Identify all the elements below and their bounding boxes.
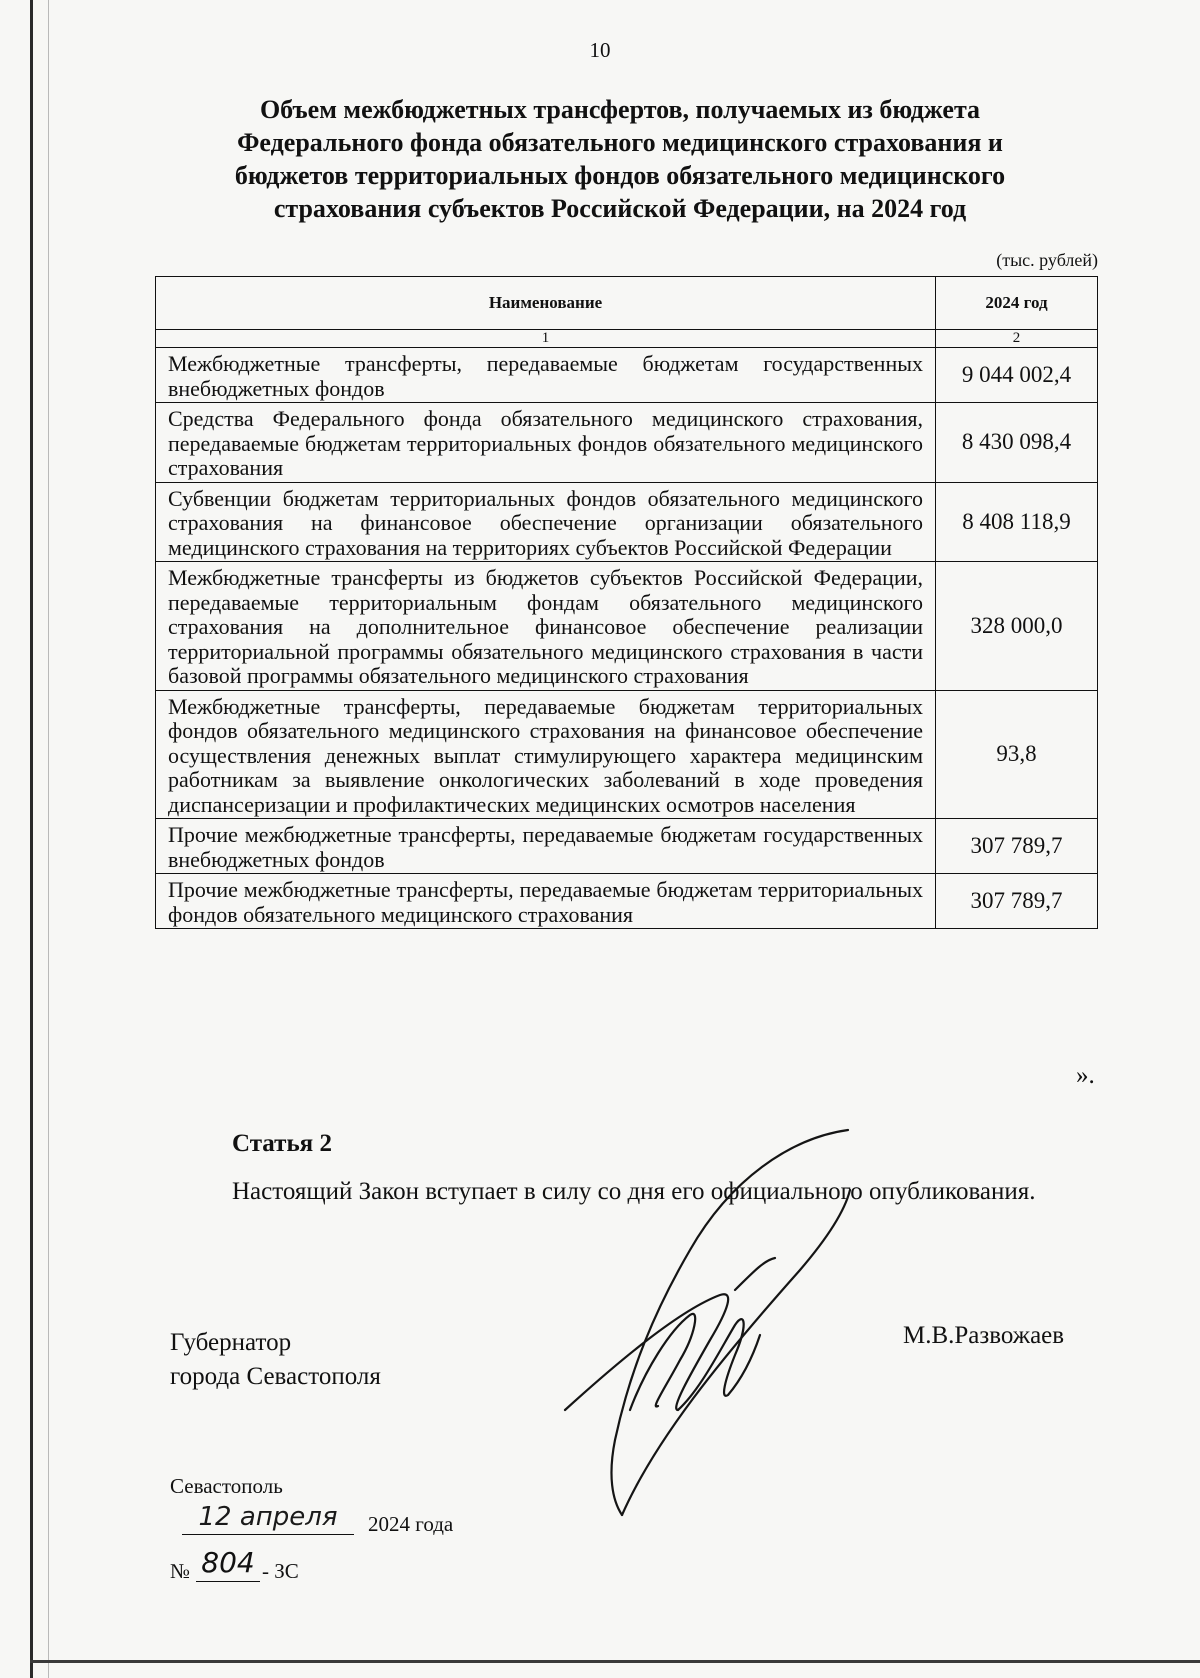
page-number: 10 (589, 38, 611, 62)
row-value: 328 000,0 (936, 562, 1098, 691)
number-suffix: - ЗС (262, 1559, 299, 1583)
table-row (156, 562, 1098, 691)
column-header-name: Наименование (156, 277, 936, 330)
row-value: 93,8 (936, 690, 1098, 819)
title-line: Объем межбюджетных трансфертов, получаемых из бюджета (259, 95, 981, 124)
article-heading: Статья 2 (232, 1130, 332, 1157)
signer-title-line: города Севастополя (170, 1363, 381, 1390)
column-number-row (156, 330, 1098, 348)
place-label: Севастополь (170, 1474, 283, 1498)
date-line (170, 1500, 490, 1540)
article-text: Настоящий Закон вступает в силу со дня его официального опубликования. (232, 1178, 1036, 1205)
row-value: 8 408 118,9 (936, 482, 1098, 562)
row-name: Прочие межбюджетные трансферты, передаваемые бюджетам государственных внебюджетных фондов (156, 819, 936, 874)
column-number: 1 (156, 330, 936, 348)
scan-edge-shadow (48, 0, 49, 1678)
table-row (156, 482, 1098, 562)
table-row (156, 690, 1098, 819)
handwritten-signature (560, 1110, 890, 1530)
scan-edge-left (30, 0, 33, 1678)
table-row (156, 403, 1098, 483)
number-sign: № (170, 1559, 191, 1583)
transfers-table (155, 276, 1098, 929)
law-number-line (170, 1545, 370, 1585)
table-row (156, 348, 1098, 403)
row-value: 9 044 002,4 (936, 348, 1098, 403)
row-name: Субвенции бюджетам территориальных фондов обязательного медицинского страхования на финансовое обеспечение организации обязательного медицинского страхования на территориях субъектов Российской Федерации (156, 482, 936, 562)
row-value: 307 789,7 (936, 819, 1098, 874)
table-row (156, 874, 1098, 929)
row-name: Межбюджетные трансферты, передаваемые бюджетам государственных внебюджетных фондов (156, 348, 936, 403)
table-row (156, 819, 1098, 874)
signer-title-line: Губернатор (170, 1329, 292, 1356)
row-name: Средства Федерального фонда обязательного медицинского страхования, передаваемые бюджетам территориальных фондов обязательного медицинского страхования (156, 403, 936, 483)
row-value: 8 430 098,4 (936, 403, 1098, 483)
column-header-year: 2024 год (936, 277, 1098, 330)
title-line: страхования субъектов Российской Федерации, на 2024 год (273, 194, 967, 223)
table-header-row (156, 277, 1098, 330)
handwritten-date: 12 апреля (182, 1500, 354, 1535)
signer-title (170, 1326, 381, 1394)
handwritten-number: 804 (196, 1545, 260, 1582)
closing-quote: ». (1076, 1062, 1095, 1089)
document-title (180, 93, 1060, 225)
column-number: 2 (936, 330, 1098, 348)
row-name: Межбюджетные трансферты из бюджетов субъектов Российской Федерации, передаваемые территориальным фондам обязательного медицинского страхования на дополнительное финансовое обеспечение реализации территориальной программы обязательного медицинского страхования в части базовой программы обязательного медицинского страхования (156, 562, 936, 691)
date-year: 2024 года (368, 1512, 454, 1536)
row-value: 307 789,7 (936, 874, 1098, 929)
units-label: (тыс. рублей) (996, 250, 1098, 270)
title-line: бюджетов территориальных фондов обязательного медицинского (234, 161, 1006, 190)
row-name: Межбюджетные трансферты, передаваемые бюджетам территориальных фондов обязательного медицинского страхования на финансовое обеспечение осуществления денежных выплат стимулирующего характера медицинским работникам за выявление онкологических заболеваний в ходе проведения диспансеризации и профилактических медицинских осмотров населения (156, 690, 936, 819)
title-line: Федерального фонда обязательного медицинского страхования и (237, 128, 1003, 157)
signer-name: М.В.Развожаев (903, 1322, 1065, 1349)
row-name: Прочие межбюджетные трансферты, передаваемые бюджетам территориальных фондов обязательного медицинского страхования (156, 874, 936, 929)
scan-edge-bottom (30, 1660, 1200, 1663)
